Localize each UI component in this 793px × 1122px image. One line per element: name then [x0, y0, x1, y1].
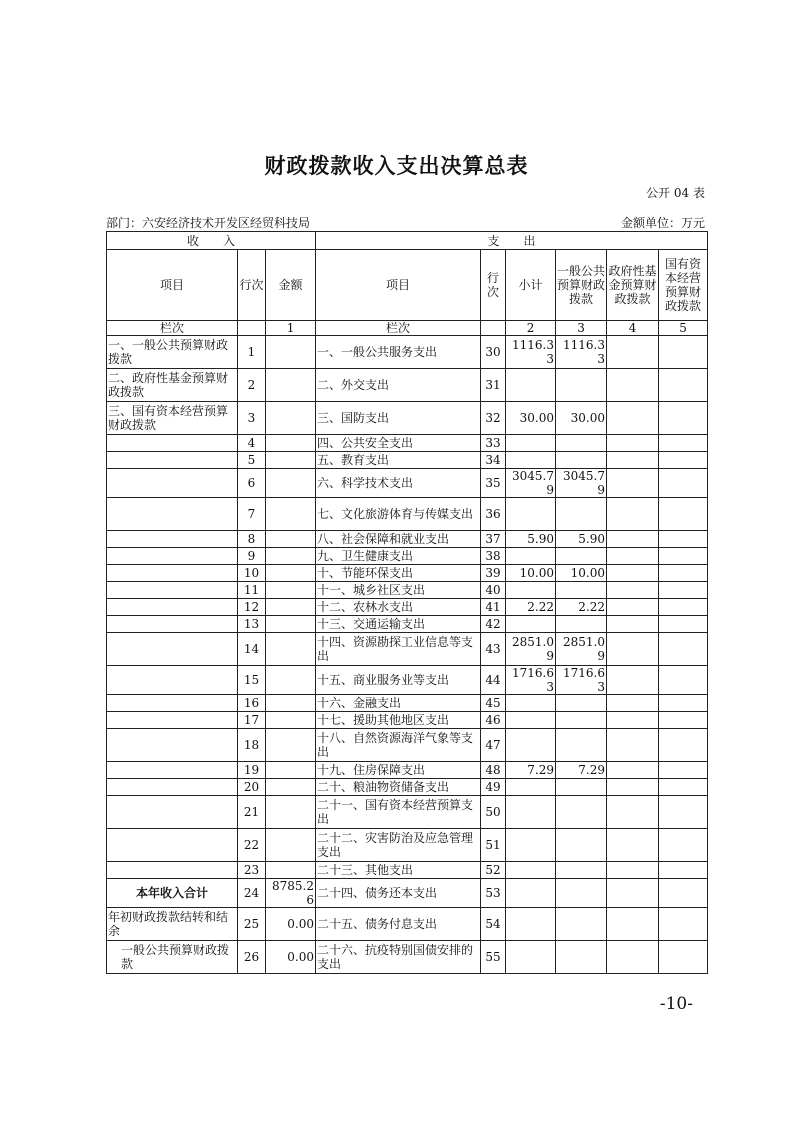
expense-item-cell: 十七、援助其他地区支出 [316, 712, 481, 729]
table-row [107, 616, 708, 633]
income-line-cell: 11 [238, 582, 266, 599]
expense-item-cell: 十二、农林水支出 [316, 599, 481, 616]
state-capital-cell [659, 582, 708, 599]
income-line-cell: 26 [238, 941, 266, 974]
state-capital-cell [659, 469, 708, 498]
income-item-header: 项目 [107, 250, 238, 321]
general-budget-cell [556, 712, 607, 729]
subtotal-cell: 30.00 [506, 402, 556, 435]
income-item-cell [107, 666, 238, 695]
fund-budget-cell [607, 762, 659, 779]
subtotal-cell [506, 829, 556, 862]
income-item-cell: 年初财政拨款结转和结余 [107, 908, 238, 941]
table-row [107, 402, 708, 435]
expense-line-cell: 31 [481, 369, 506, 402]
state-capital-cell [659, 908, 708, 941]
expense-item-cell: 二十二、灾害防治及应急管理支出 [316, 829, 481, 862]
income-line-cell: 23 [238, 862, 266, 879]
expense-line-cell: 47 [481, 729, 506, 762]
fund-budget-cell [607, 941, 659, 974]
expense-item-cell: 六、科学技术支出 [316, 469, 481, 498]
table-row [107, 729, 708, 762]
expense-line-cell: 50 [481, 796, 506, 829]
income-amount-cell [266, 599, 316, 616]
income-line-cell: 17 [238, 712, 266, 729]
income-amount-cell [266, 565, 316, 582]
expense-section-header: 支 出 [316, 232, 708, 250]
expense-item-cell: 十八、自然资源海洋气象等支出 [316, 729, 481, 762]
subtotal-cell: 2851.09 [506, 633, 556, 666]
income-amount-cell [266, 369, 316, 402]
state-capital-cell [659, 565, 708, 582]
general-budget-cell: 7.29 [556, 762, 607, 779]
lanci-col-1: 1 [266, 321, 316, 336]
fund-budget-cell [607, 369, 659, 402]
subtotal-cell [506, 779, 556, 796]
subtotal-cell: 3045.79 [506, 469, 556, 498]
fund-budget-cell [607, 336, 659, 369]
income-line-cell: 18 [238, 729, 266, 762]
subtotal-cell [506, 616, 556, 633]
lanci-col-2: 2 [506, 321, 556, 336]
table-row [107, 762, 708, 779]
subtotal-cell [506, 862, 556, 879]
table-row [107, 941, 708, 974]
expense-line-cell: 41 [481, 599, 506, 616]
table-row [107, 712, 708, 729]
expense-line-cell: 45 [481, 695, 506, 712]
expense-item-cell: 二十四、债务还本支出 [316, 879, 481, 908]
state-capital-cell [659, 452, 708, 469]
expense-item-cell: 八、社会保障和就业支出 [316, 531, 481, 548]
general-budget-cell [556, 779, 607, 796]
income-line-cell: 4 [238, 435, 266, 452]
subtotal-cell [506, 879, 556, 908]
subtotal-cell [506, 908, 556, 941]
income-item-cell [107, 829, 238, 862]
subtotal-cell: 1116.33 [506, 336, 556, 369]
expense-item-cell: 二十三、其他支出 [316, 862, 481, 879]
expense-line-cell: 46 [481, 712, 506, 729]
general-budget-cell: 30.00 [556, 402, 607, 435]
fund-budget-cell [607, 879, 659, 908]
general-budget-cell [556, 695, 607, 712]
income-line-cell: 25 [238, 908, 266, 941]
table-row [107, 369, 708, 402]
expense-line-cell: 39 [481, 565, 506, 582]
table-row [107, 548, 708, 565]
state-capital-cell [659, 616, 708, 633]
income-item-cell: 一般公共预算财政拨款 [107, 941, 238, 974]
fund-budget-cell [607, 402, 659, 435]
general-budget-cell [556, 548, 607, 565]
income-item-cell [107, 862, 238, 879]
table-row [107, 633, 708, 666]
income-item-cell [107, 469, 238, 498]
table-row [107, 582, 708, 599]
income-item-cell [107, 729, 238, 762]
expense-item-cell: 十五、商业服务业等支出 [316, 666, 481, 695]
income-line-cell: 1 [238, 336, 266, 369]
income-section-header: 收 入 [107, 232, 316, 250]
fund-budget-cell [607, 779, 659, 796]
income-line-cell: 9 [238, 548, 266, 565]
income-amount-cell [266, 531, 316, 548]
income-line-header: 行次 [238, 250, 266, 321]
general-budget-cell [556, 862, 607, 879]
subtotal-cell [506, 712, 556, 729]
income-line-cell: 3 [238, 402, 266, 435]
general-budget-cell [556, 879, 607, 908]
table-row [107, 599, 708, 616]
fund-budget-cell [607, 862, 659, 879]
expense-item-cell: 十三、交通运输支出 [316, 616, 481, 633]
income-amount-cell [266, 729, 316, 762]
income-amount-cell [266, 779, 316, 796]
table-row [107, 469, 708, 498]
expense-line-cell: 48 [481, 762, 506, 779]
expense-line-cell: 32 [481, 402, 506, 435]
income-amount-cell: 0.00 [266, 941, 316, 974]
expense-line-cell: 40 [481, 582, 506, 599]
budget-table [106, 231, 708, 974]
general-budget-cell [556, 829, 607, 862]
expense-line-cell: 53 [481, 879, 506, 908]
table-row [107, 695, 708, 712]
state-capital-cell [659, 729, 708, 762]
expense-item-cell: 十六、金融支出 [316, 695, 481, 712]
subtotal-cell [506, 435, 556, 452]
general-budget-cell [556, 498, 607, 531]
subtotal-cell [506, 796, 556, 829]
state-capital-header: 国有资本经营预算财政拨款 [659, 250, 708, 321]
expense-line-cell: 34 [481, 452, 506, 469]
subtotal-cell [506, 498, 556, 531]
expense-item-cell: 二十、粮油物资储备支出 [316, 779, 481, 796]
income-item-cell [107, 599, 238, 616]
subtotal-cell [506, 941, 556, 974]
table-row [107, 565, 708, 582]
income-item-cell [107, 633, 238, 666]
subtotal-cell [506, 369, 556, 402]
income-amount-cell [266, 633, 316, 666]
table-row [107, 452, 708, 469]
income-amount-cell [266, 498, 316, 531]
table-row [107, 908, 708, 941]
expense-item-cell: 十九、住房保障支出 [316, 762, 481, 779]
expense-item-cell: 十、节能环保支出 [316, 565, 481, 582]
income-amount-cell [266, 862, 316, 879]
fund-budget-cell [607, 565, 659, 582]
income-line-cell: 22 [238, 829, 266, 862]
expense-line-cell: 33 [481, 435, 506, 452]
general-budget-cell: 2.22 [556, 599, 607, 616]
general-budget-header: 一般公共预算财政拨款 [556, 250, 607, 321]
income-item-cell: 一、一般公共预算财政拨款 [107, 336, 238, 369]
state-capital-cell [659, 796, 708, 829]
state-capital-cell [659, 712, 708, 729]
income-line-cell: 12 [238, 599, 266, 616]
general-budget-cell: 2851.09 [556, 633, 607, 666]
income-amount-cell [266, 452, 316, 469]
expense-line-cell: 35 [481, 469, 506, 498]
expense-item-cell: 四、公共安全支出 [316, 435, 481, 452]
expense-item-cell: 五、教育支出 [316, 452, 481, 469]
income-line-cell: 2 [238, 369, 266, 402]
income-line-cell: 16 [238, 695, 266, 712]
income-amount-cell [266, 469, 316, 498]
income-amount-cell [266, 666, 316, 695]
general-budget-cell: 1716.63 [556, 666, 607, 695]
income-line-cell: 6 [238, 469, 266, 498]
table-row [107, 862, 708, 879]
state-capital-cell [659, 369, 708, 402]
table-row [107, 879, 708, 908]
state-capital-cell [659, 862, 708, 879]
income-amount-cell [266, 762, 316, 779]
income-amount-cell [266, 336, 316, 369]
expense-line-cell: 37 [481, 531, 506, 548]
general-budget-cell [556, 369, 607, 402]
expense-line-cell: 52 [481, 862, 506, 879]
expense-item-cell: 二、外交支出 [316, 369, 481, 402]
income-line-cell: 20 [238, 779, 266, 796]
page-title: 财政拨款收入支出决算总表 [264, 154, 529, 178]
income-amount-cell [266, 402, 316, 435]
expense-item-cell: 一、一般公共服务支出 [316, 336, 481, 369]
income-line-cell: 21 [238, 796, 266, 829]
general-budget-cell: 1116.33 [556, 336, 607, 369]
income-line-cell: 7 [238, 498, 266, 531]
state-capital-cell [659, 548, 708, 565]
expense-item-cell: 二十六、抗疫特别国债安排的支出 [316, 941, 481, 974]
subtotal-header: 小计 [506, 250, 556, 321]
subtotal-cell [506, 729, 556, 762]
state-capital-cell [659, 695, 708, 712]
general-budget-cell: 3045.79 [556, 469, 607, 498]
fund-budget-cell [607, 633, 659, 666]
state-capital-cell [659, 498, 708, 531]
expense-line-cell: 54 [481, 908, 506, 941]
table-row [107, 796, 708, 829]
income-item-cell [107, 565, 238, 582]
table-body [107, 336, 708, 974]
income-line-cell: 14 [238, 633, 266, 666]
income-amount-cell: 0.00 [266, 908, 316, 941]
income-line-cell: 5 [238, 452, 266, 469]
subtotal-cell: 10.00 [506, 565, 556, 582]
fund-budget-cell [607, 548, 659, 565]
general-budget-cell [556, 908, 607, 941]
expense-item-cell: 二十五、债务付息支出 [316, 908, 481, 941]
general-budget-cell [556, 435, 607, 452]
expense-line-cell: 55 [481, 941, 506, 974]
expense-item-cell: 七、文化旅游体育与传媒支出 [316, 498, 481, 531]
income-amount-cell [266, 796, 316, 829]
subtotal-cell: 1716.63 [506, 666, 556, 695]
expense-line-cell: 42 [481, 616, 506, 633]
state-capital-cell [659, 879, 708, 908]
state-capital-cell [659, 779, 708, 796]
expense-line-cell: 38 [481, 548, 506, 565]
lanci-col-4: 4 [607, 321, 659, 336]
income-line-cell: 8 [238, 531, 266, 548]
state-capital-cell [659, 402, 708, 435]
expense-item-header: 项目 [316, 250, 481, 321]
income-item-cell [107, 435, 238, 452]
state-capital-cell [659, 599, 708, 616]
table-row [107, 531, 708, 548]
general-budget-cell: 5.90 [556, 531, 607, 548]
expense-line-cell: 43 [481, 633, 506, 666]
subtotal-cell [506, 582, 556, 599]
fund-budget-cell [607, 829, 659, 862]
income-amount-cell: 8785.26 [266, 879, 316, 908]
subtotal-cell [506, 695, 556, 712]
general-budget-cell: 10.00 [556, 565, 607, 582]
income-item-cell: 本年收入合计 [107, 879, 238, 908]
fund-budget-cell [607, 729, 659, 762]
income-item-cell [107, 582, 238, 599]
table-row [107, 666, 708, 695]
income-line-cell: 24 [238, 879, 266, 908]
income-line-cell: 19 [238, 762, 266, 779]
fund-budget-cell [607, 712, 659, 729]
expense-item-cell: 十一、城乡社区支出 [316, 582, 481, 599]
fund-budget-cell [607, 435, 659, 452]
fund-budget-cell [607, 599, 659, 616]
income-item-cell [107, 498, 238, 531]
table-row [107, 779, 708, 796]
unit-label: 金额单位：万元 [620, 216, 705, 230]
lanci-col-3: 3 [556, 321, 607, 336]
expense-item-cell: 十四、资源勘探工业信息等支出 [316, 633, 481, 666]
expense-item-cell: 二十一、国有资本经营预算支出 [316, 796, 481, 829]
income-amount-cell [266, 548, 316, 565]
income-line-cell: 15 [238, 666, 266, 695]
income-item-cell [107, 616, 238, 633]
income-item-cell [107, 796, 238, 829]
form-number: 公开 04 表 [646, 186, 705, 200]
income-item-cell [107, 452, 238, 469]
subtotal-cell: 5.90 [506, 531, 556, 548]
fund-budget-header: 政府性基金预算财政拨款 [607, 250, 659, 321]
expense-line-cell: 44 [481, 666, 506, 695]
income-amount-header: 金额 [266, 250, 316, 321]
general-budget-cell [556, 941, 607, 974]
expense-line-cell: 36 [481, 498, 506, 531]
general-budget-cell [556, 729, 607, 762]
general-budget-cell [556, 452, 607, 469]
fund-budget-cell [607, 908, 659, 941]
expense-item-cell: 九、卫生健康支出 [316, 548, 481, 565]
subtotal-cell [506, 548, 556, 565]
income-item-cell [107, 762, 238, 779]
general-budget-cell [556, 616, 607, 633]
lanci-label-2: 栏次 [316, 321, 481, 336]
lanci-blank-2 [481, 321, 506, 336]
fund-budget-cell [607, 469, 659, 498]
fund-budget-cell [607, 666, 659, 695]
income-line-cell: 13 [238, 616, 266, 633]
fund-budget-cell [607, 695, 659, 712]
subtotal-cell [506, 452, 556, 469]
lanci-label: 栏次 [107, 321, 238, 336]
table-row [107, 336, 708, 369]
expense-item-cell: 三、国防支出 [316, 402, 481, 435]
lanci-blank [238, 321, 266, 336]
income-item-cell [107, 548, 238, 565]
general-budget-cell [556, 796, 607, 829]
subtotal-cell: 7.29 [506, 762, 556, 779]
fund-budget-cell [607, 452, 659, 469]
subtotal-cell: 2.22 [506, 599, 556, 616]
income-amount-cell [266, 829, 316, 862]
income-item-cell: 三、国有资本经营预算财政拨款 [107, 402, 238, 435]
income-amount-cell [266, 712, 316, 729]
table-row [107, 435, 708, 452]
expense-line-cell: 49 [481, 779, 506, 796]
expense-line-cell: 30 [481, 336, 506, 369]
income-item-cell [107, 531, 238, 548]
income-amount-cell [266, 582, 316, 599]
general-budget-cell [556, 582, 607, 599]
income-amount-cell [266, 435, 316, 452]
page-number: -10- [659, 994, 693, 1014]
state-capital-cell [659, 941, 708, 974]
table-row [107, 829, 708, 862]
income-amount-cell [266, 616, 316, 633]
income-item-cell [107, 695, 238, 712]
table-row [107, 498, 708, 531]
income-amount-cell [266, 695, 316, 712]
state-capital-cell [659, 633, 708, 666]
state-capital-cell [659, 336, 708, 369]
lanci-col-5: 5 [659, 321, 708, 336]
state-capital-cell [659, 762, 708, 779]
fund-budget-cell [607, 531, 659, 548]
income-item-cell [107, 712, 238, 729]
fund-budget-cell [607, 498, 659, 531]
income-item-cell: 二、政府性基金预算财政拨款 [107, 369, 238, 402]
income-line-cell: 10 [238, 565, 266, 582]
fund-budget-cell [607, 796, 659, 829]
state-capital-cell [659, 829, 708, 862]
fund-budget-cell [607, 616, 659, 633]
expense-line-header: 行次 [481, 250, 506, 321]
state-capital-cell [659, 666, 708, 695]
department-label: 部门：六安经济技术开发区经贸科技局 [106, 216, 311, 230]
income-item-cell [107, 779, 238, 796]
expense-line-cell: 51 [481, 829, 506, 862]
state-capital-cell [659, 435, 708, 452]
fund-budget-cell [607, 582, 659, 599]
state-capital-cell [659, 531, 708, 548]
